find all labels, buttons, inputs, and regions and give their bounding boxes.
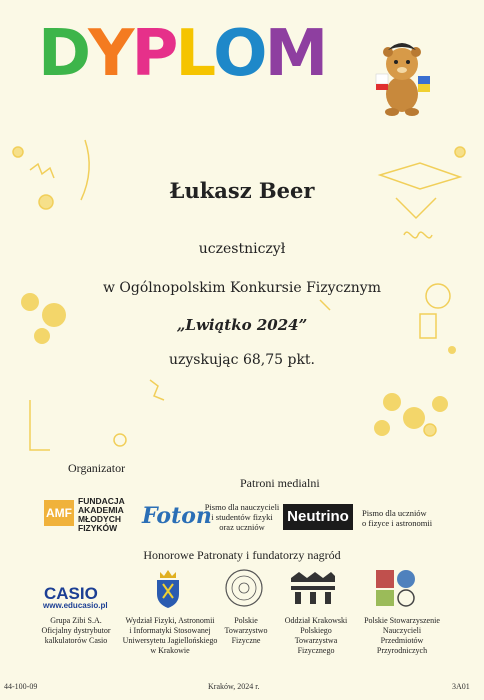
title-letter: L: [175, 17, 214, 91]
place-date: Kraków, 2024 r.: [208, 682, 260, 691]
caption-line: Polskie: [234, 616, 258, 625]
foton-desc-line: oraz uczniów: [219, 522, 265, 532]
document-code-left: 44-100-09: [4, 682, 38, 691]
sponsor-caption-ptf-krakow: [280, 616, 352, 656]
caption-line: Polskiego: [300, 626, 332, 635]
sponsor-caption-psnpp: [356, 616, 448, 656]
score-text: uzyskując 68,75 pkt.: [168, 352, 315, 368]
caption-line: Grupa Zibi S.A.: [50, 616, 102, 625]
caption-line: Przedmiotów: [380, 636, 424, 645]
ptf-seal-icon: [224, 568, 264, 608]
amf-logo-text: [78, 497, 125, 533]
foton-desc-line: Pismo dla nauczycieli: [204, 502, 280, 512]
title-letter: Y: [88, 17, 132, 91]
neutrino-description: [362, 508, 432, 528]
caption-line: w Krakowie: [150, 646, 190, 655]
caption-line: Uniwersytetu Jagiellońskiego: [122, 636, 218, 645]
participation-text: uczestniczył: [198, 241, 286, 257]
foton-logo: Foton: [142, 503, 212, 529]
competition-name: „Lwiątko 2024”: [176, 316, 308, 334]
amf-line: FUNDACJA: [78, 496, 125, 506]
title-letter: M: [264, 17, 326, 91]
foton-desc-line: i studentów fizyki: [211, 512, 273, 522]
caption-line: Fizyczne: [231, 636, 261, 645]
caption-line: Fizycznego: [297, 646, 335, 655]
caption-line: Nauczycieli: [382, 626, 422, 635]
neutrino-desc-line: Pismo dla uczniów: [362, 508, 427, 518]
title-letter: D: [38, 17, 89, 91]
sponsor-caption-ptf: [216, 616, 276, 646]
competition-text: w Ogólnopolskim Konkursie Fizycznym: [103, 280, 381, 296]
casio-url: www.educasio.pl: [43, 601, 108, 610]
ptf-krakow-logo-icon: [287, 568, 339, 608]
casio-logo: CASIO: [44, 584, 98, 603]
neutrino-logo: Neutrino: [283, 504, 353, 530]
caption-line: Polskie Stowarzyszenie: [364, 616, 440, 625]
amf-line: FIZYKÓW: [78, 523, 118, 533]
caption-line: Oficjalny dystrybutor: [41, 626, 111, 635]
neutrino-desc-line: o fizyce i astronomii: [362, 518, 433, 528]
recipient-name: Łukasz Beer: [169, 178, 315, 203]
document-code-right: 3A01: [452, 682, 470, 691]
title-letter: O: [213, 17, 265, 91]
media-patrons-label: Patroni medialni: [240, 476, 320, 490]
jagiellonian-crest-icon: [154, 568, 182, 608]
organizer-label: Organizator: [68, 461, 126, 475]
title-letter: P: [131, 17, 176, 91]
caption-line: Przyrodniczych: [376, 646, 428, 655]
amf-logo: [44, 497, 126, 531]
sponsor-caption-uj: [118, 616, 222, 656]
caption-line: kalkulatorów Casio: [44, 636, 108, 645]
lion-cub-mascot-icon: [372, 38, 434, 118]
amf-line: AKADEMIA: [78, 505, 124, 515]
foton-description: [204, 502, 280, 532]
psnpp-logo-icon: [374, 568, 418, 608]
diploma-title: [38, 17, 326, 91]
caption-line: Oddział Krakowski: [284, 616, 348, 625]
caption-line: i Informatyki Stosowanej: [129, 626, 211, 635]
amf-logo-mark: AMF: [44, 500, 74, 526]
caption-line: Wydział Fizyki, Astronomii: [125, 616, 215, 625]
honorary-patrons-label: Honorowe Patronaty i fundatorzy nagród: [143, 548, 341, 562]
caption-line: Towarzystwa: [294, 636, 338, 645]
caption-line: Towarzystwo: [224, 626, 268, 635]
sponsor-caption-zibi: [28, 616, 124, 646]
amf-line: MŁODYCH: [78, 514, 121, 524]
